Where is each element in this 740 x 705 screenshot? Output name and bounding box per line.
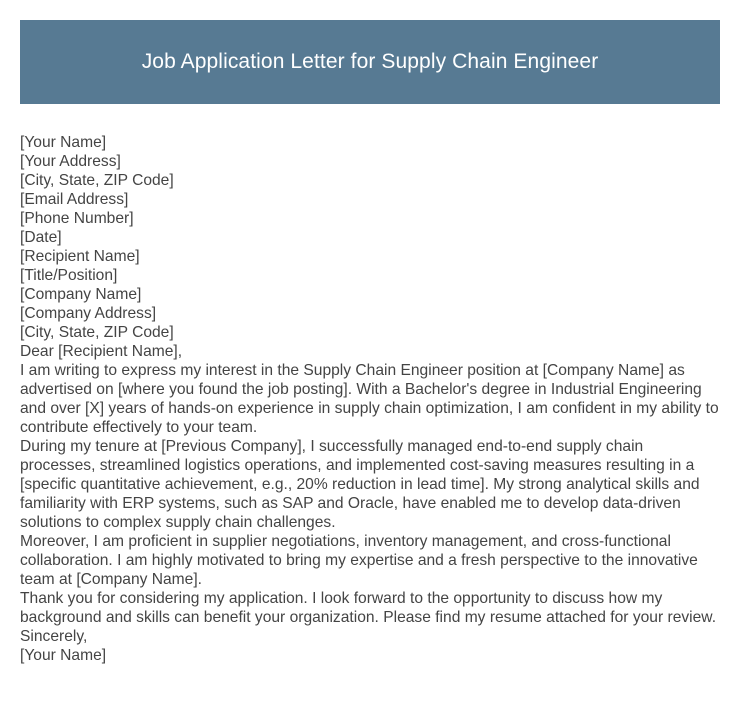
paragraph-skills: Moreover, I am proficient in supplier negotiations, inventory management, and cross-functional collaboration. I am highly motivated to bring my expertise and a fresh perspective to the innovative team at [Company Name]. <box>20 533 698 588</box>
paragraph-intro: I am writing to express my interest in the Supply Chain Engineer position at [Company Name] as advertised on [where you found the job posting]. With a Bachelor's degree in Industrial Engineering and over [X] years of hands-on experience in supply chain optimization, I am confident in my ability to contribute effectively to your team. <box>20 362 719 436</box>
paragraph-experience: During my tenure at [Previous Company], I successfully managed end-to-end supply chain processes, streamlined logistics operations, and implemented cost-saving measures resulting in a [specific quantitative achievement, e.g., 20% reduction in lead time]. My strong analytical skills and familiarity with ERP systems, such as SAP and Oracle, have enabled me to develop data-driven solutions to complex supply chain challenges. <box>20 438 700 531</box>
sender-name: [Your Name] <box>20 134 107 151</box>
page-title: Job Application Letter for Supply Chain Engineer <box>141 50 599 73</box>
sender-city-state-zip: [City, State, ZIP Code] <box>20 172 174 189</box>
sender-phone: [Phone Number] <box>20 210 134 227</box>
recipient-title: [Title/Position] <box>20 267 118 284</box>
closing: Sincerely, <box>20 628 88 645</box>
sender-address: [Your Address] <box>20 153 121 170</box>
salutation: Dear [Recipient Name], <box>20 343 183 360</box>
recipient-address: [Company Address] <box>20 305 157 322</box>
recipient-name: [Recipient Name] <box>20 248 140 265</box>
title-banner <box>20 20 720 104</box>
letter-date: [Date] <box>20 229 62 246</box>
letter-body <box>20 133 720 665</box>
recipient-company: [Company Name] <box>20 286 142 303</box>
recipient-city-state-zip: [City, State, ZIP Code] <box>20 324 174 341</box>
paragraph-closing: Thank you for considering my application. I look forward to the opportunity to discuss how my background and skills can benefit your organization. Please find my resume attached for your review. <box>20 590 717 626</box>
sender-email: [Email Address] <box>20 191 129 208</box>
signature: [Your Name] <box>20 647 107 664</box>
